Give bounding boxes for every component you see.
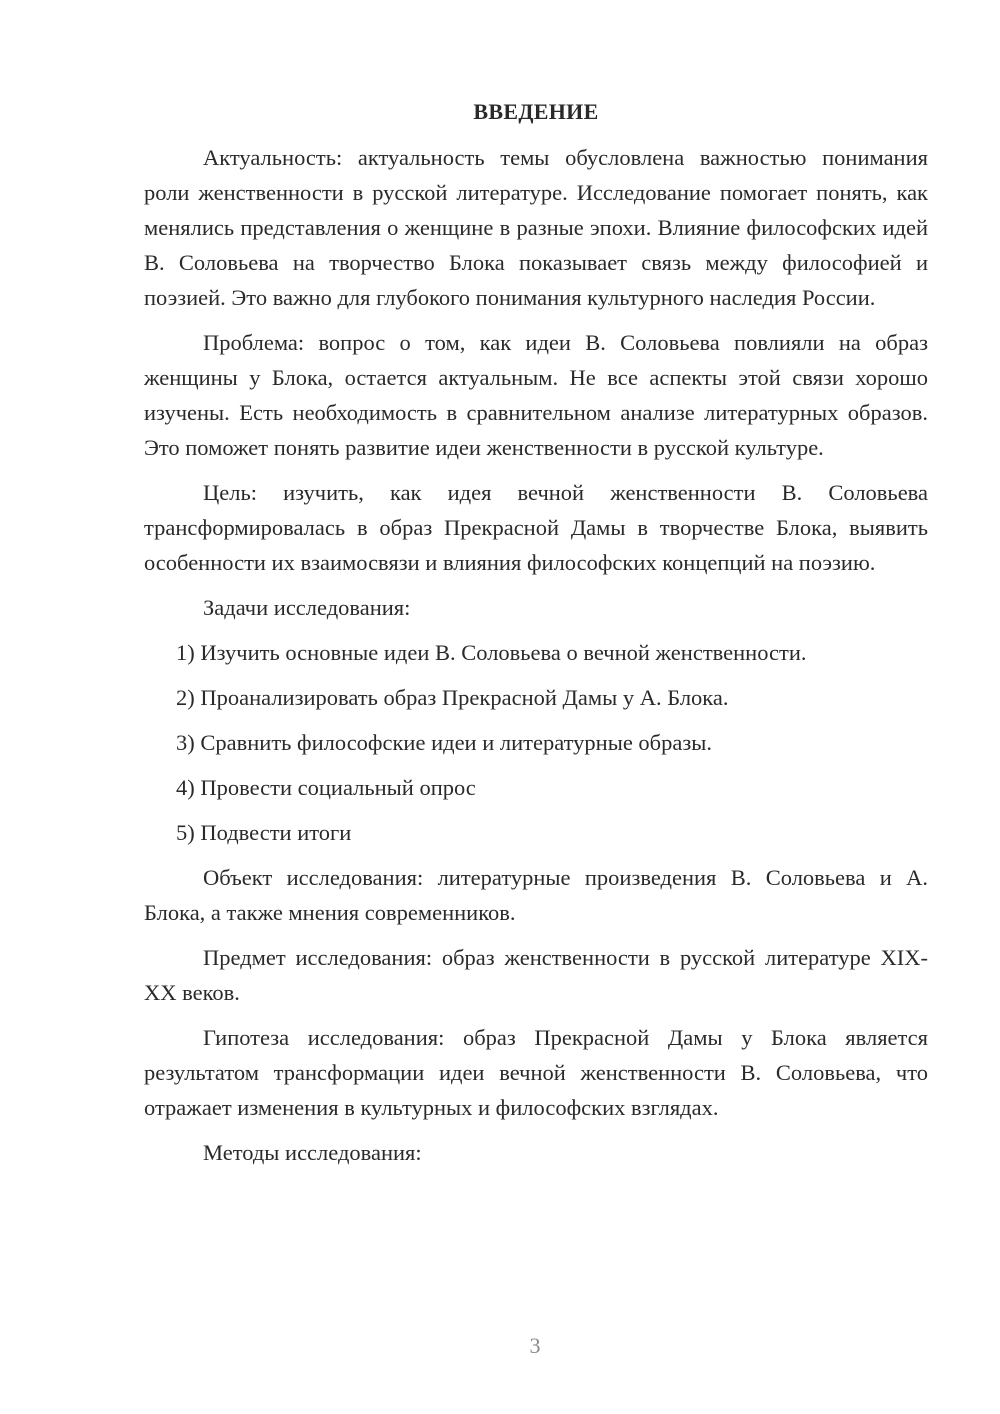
goal-paragraph: Цель: изучить, как идея вечной женственности В. Соловьева трансформировалась в образ Прекрасной Дамы в творчестве Блока, выявить особенности их взаимосвязи и влияния философских концепций на поэзию. xyxy=(144,480,928,575)
methods-paragraph: Методы исследования: xyxy=(203,1140,422,1165)
hypothesis-paragraph: Гипотеза исследования: образ Прекрасной Дамы у Блока является результатом трансформации идеи вечной женственности В. Соловьева, что отражает изменения в культурных и философских взглядах. xyxy=(144,1025,928,1120)
page-content xyxy=(144,94,928,1180)
problem-paragraph: Проблема: вопрос о том, как идеи В. Соловьева повлияли на образ женщины у Блока, остается актуальным. Не все аспекты этой связи хорошо изучены. Есть необходимость в сравнительном анализе литературных образов. Это поможет понять развитие идеи женственности в русской культуре. xyxy=(144,330,928,460)
task-item: 5) Подвести итоги xyxy=(176,820,352,845)
task-item: 1) Изучить основные идеи В. Соловьева о вечной женственности. xyxy=(176,640,807,665)
section-title: ВВЕДЕНИЕ xyxy=(473,99,599,124)
relevance-paragraph: Актуальность: актуальность темы обусловлена важностью понимания роли женственности в русской литературе. Исследование помогает понять, как менялись представления о женщине в разные эпохи. Влияние философских идей В. Соловьева на творчество Блока показывает связь между философией и поэзией. Это важно для глубокого понимания культурного наследия России. xyxy=(144,145,928,310)
subject-paragraph: Предмет исследования: образ женственности в русской литературе XIX-XX веков. xyxy=(144,945,928,1005)
tasks-heading: Задачи исследования: xyxy=(203,595,411,620)
task-item: 2) Проанализировать образ Прекрасной Дамы у А. Блока. xyxy=(176,685,729,710)
task-item: 3) Сравнить философские идеи и литературные образы. xyxy=(176,730,713,755)
page-number: 3 xyxy=(529,1333,541,1358)
task-item: 4) Провести социальный опрос xyxy=(176,775,476,800)
object-paragraph: Объект исследования: литературные произведения В. Соловьева и А. Блока, а также мнения современников. xyxy=(144,865,928,925)
